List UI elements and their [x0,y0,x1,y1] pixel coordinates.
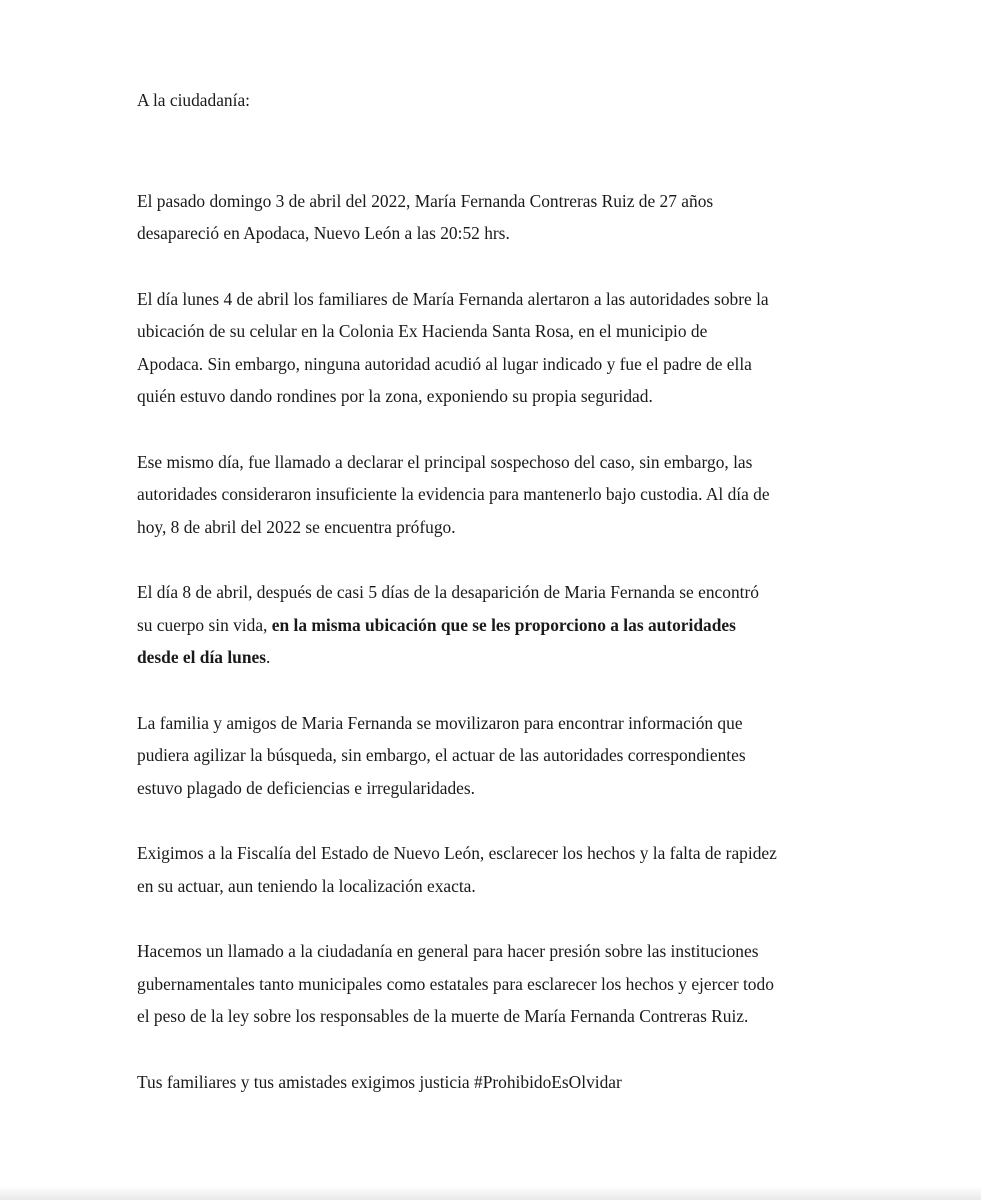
paragraph-suspect [137,446,837,544]
text-line: El día 8 de abril, después de casi 5 días de la desaparición de Maria Fernanda se encontró [137,582,759,602]
text-line: estuvo plagado de deficiencias e irregularidades. [137,777,476,798]
text-line: gubernamentales tanto municipales como estatales para esclarecer los hechos y ejercer todo [137,973,774,994]
paragraph-call-to-action [137,935,837,1033]
paragraph-demand-fiscalia [137,837,837,902]
text-line [137,641,837,674]
text-line: Hacemos un llamado a la ciudadanía en general para hacer presión sobre las instituciones [137,941,759,961]
text-line: Exigimos a la Fiscalía del Estado de Nuevo León, esclarecer los hechos y la falta de rapidez [137,843,777,863]
text-line: desapareció en Apodaca, Nuevo León a las 20:52 hrs. [137,223,510,243]
text-line: El día lunes 4 de abril los familiares de María Fernanda alertaron a las autoridades sobre la [137,288,769,309]
letter-body [137,84,837,1098]
text-line: El pasado domingo 3 de abril del 2022, María Fernanda Contreras Ruiz de 27 años [137,190,714,211]
text-line: ubicación de su celular en la Colonia Ex Hacienda Santa Rosa, en el municipio de [137,321,708,341]
paragraph-body-found [137,576,837,674]
text-line: La familia y amigos de Maria Fernanda se movilizaron para encontrar información que [137,712,743,733]
greeting: A la ciudadanía: [137,90,250,110]
text-line: quién estuvo dando rondines por la zona, exponiendo su propia seguridad. [137,386,653,406]
emphasis-text: en la misma ubicación que se les proporciono a las autoridades [271,614,736,635]
paragraph-phone-location [137,283,837,413]
text-segment: . [266,647,271,667]
text-segment: su cuerpo sin vida, [137,614,272,635]
text-line: en su actuar, aun teniendo la localización exacta. [137,875,476,896]
text-line: pudiera agilizar la búsqueda, sin embargo, el actuar de las autoridades correspondientes [137,745,746,765]
text-line: Ese mismo día, fue llamado a declarar el principal sospechoso del caso, sin embargo, las [137,451,753,472]
paragraph-family-mobilized [137,707,837,805]
text-line: Apodaca. Sin embargo, ninguna autoridad acudió al lugar indicado y fue el padre de ella [137,353,752,374]
text-line: Tus familiares y tus amistades exigimos justicia #ProhibidoEsOlvidar [137,1071,622,1092]
text-line: el peso de la ley sobre los responsables de la muerte de María Fernanda Contreras Ruiz. [137,1006,749,1026]
paragraph-disappearance [137,185,837,250]
text-line: autoridades consideraron insuficiente la evidencia para mantenerlo bajo custodia. Al día de [137,484,770,504]
emphasis-text: desde el día lunes [137,647,267,667]
closing-line [137,1066,837,1099]
text-line [137,609,837,642]
text-line: hoy, 8 de abril del 2022 se encuentra prófugo. [137,516,456,537]
